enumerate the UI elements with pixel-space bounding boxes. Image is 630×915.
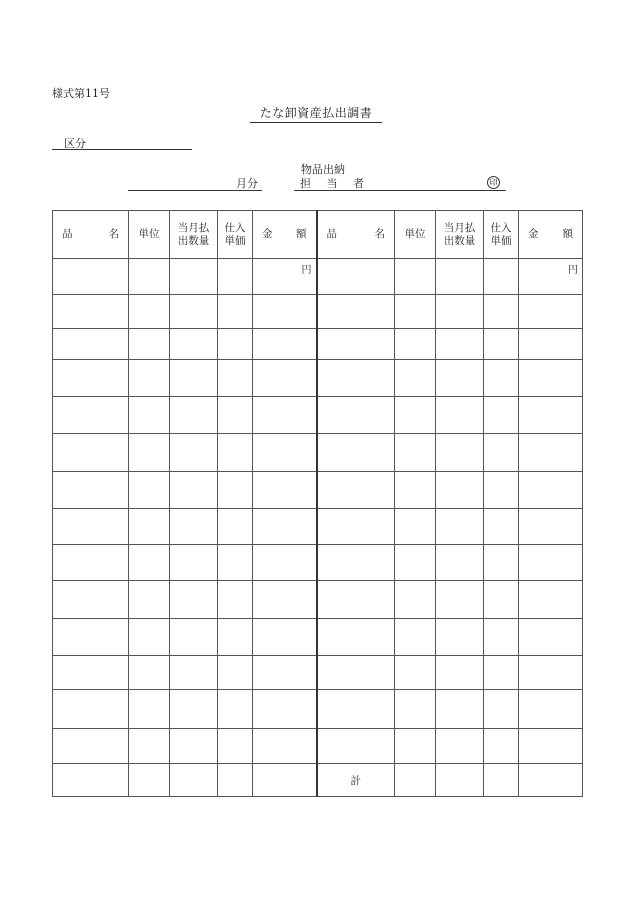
table-cell[interactable] bbox=[317, 360, 395, 397]
table-cell[interactable] bbox=[519, 295, 583, 329]
table-cell[interactable] bbox=[436, 295, 484, 329]
table-cell[interactable] bbox=[53, 329, 129, 360]
table-row bbox=[53, 472, 583, 509]
table-cell[interactable] bbox=[519, 764, 583, 797]
table-cell[interactable] bbox=[253, 509, 317, 545]
table-cell[interactable] bbox=[395, 656, 436, 690]
seal-mark: 印 bbox=[487, 176, 500, 189]
table-cell[interactable] bbox=[436, 764, 484, 797]
header-row bbox=[53, 211, 583, 259]
header-amount: 金 額 bbox=[253, 211, 317, 259]
table-cell[interactable] bbox=[129, 295, 170, 329]
month-label: 月分 bbox=[236, 177, 258, 190]
table-cell[interactable] bbox=[317, 259, 395, 295]
table-row bbox=[53, 329, 583, 360]
table-cell[interactable] bbox=[218, 729, 253, 764]
table-row bbox=[53, 259, 583, 295]
table-cell[interactable] bbox=[395, 545, 436, 581]
table-cell[interactable] bbox=[53, 581, 129, 619]
table-cell[interactable] bbox=[519, 619, 583, 656]
table-cell[interactable] bbox=[218, 764, 253, 797]
table-cell[interactable] bbox=[436, 259, 484, 295]
table-row bbox=[53, 509, 583, 545]
table-cell[interactable] bbox=[395, 729, 436, 764]
table-cell[interactable] bbox=[395, 259, 436, 295]
table-cell[interactable] bbox=[218, 259, 253, 295]
table-cell[interactable] bbox=[53, 509, 129, 545]
table-cell[interactable] bbox=[317, 729, 395, 764]
table-row bbox=[53, 581, 583, 619]
table-cell[interactable] bbox=[519, 329, 583, 360]
table-cell[interactable] bbox=[53, 619, 129, 656]
table-cell[interactable] bbox=[317, 329, 395, 360]
table-cell[interactable] bbox=[129, 472, 170, 509]
table-cell[interactable] bbox=[253, 397, 317, 434]
table-cell[interactable] bbox=[395, 360, 436, 397]
table-row bbox=[53, 764, 583, 797]
table-cell[interactable] bbox=[170, 295, 218, 329]
table-cell[interactable] bbox=[436, 545, 484, 581]
table-cell[interactable] bbox=[253, 690, 317, 729]
table-cell[interactable] bbox=[218, 619, 253, 656]
table-cell[interactable] bbox=[253, 581, 317, 619]
table-cell[interactable] bbox=[170, 360, 218, 397]
table-cell[interactable] bbox=[170, 472, 218, 509]
table-cell[interactable] bbox=[253, 295, 317, 329]
table-row bbox=[53, 295, 583, 329]
table-cell[interactable] bbox=[218, 472, 253, 509]
table-cell[interactable] bbox=[395, 764, 436, 797]
table-cell[interactable] bbox=[436, 619, 484, 656]
table-cell[interactable] bbox=[129, 656, 170, 690]
table-cell[interactable] bbox=[53, 472, 129, 509]
table-row bbox=[53, 619, 583, 656]
table-cell[interactable] bbox=[53, 656, 129, 690]
yen-unit-cell[interactable]: 円 bbox=[253, 259, 317, 295]
table-row bbox=[53, 360, 583, 397]
table-cell[interactable] bbox=[484, 434, 519, 472]
table-cell[interactable] bbox=[170, 329, 218, 360]
table-cell[interactable] bbox=[317, 509, 395, 545]
table-cell[interactable] bbox=[519, 360, 583, 397]
table-cell[interactable] bbox=[129, 434, 170, 472]
table-cell[interactable] bbox=[218, 329, 253, 360]
table-cell[interactable] bbox=[484, 397, 519, 434]
table-cell[interactable] bbox=[218, 690, 253, 729]
table-cell[interactable] bbox=[129, 690, 170, 729]
table-cell[interactable] bbox=[484, 472, 519, 509]
table-cell[interactable] bbox=[484, 581, 519, 619]
table-cell[interactable] bbox=[395, 397, 436, 434]
table-cell[interactable] bbox=[317, 690, 395, 729]
header-unit-price: 仕入 単価 bbox=[218, 211, 253, 259]
table-cell[interactable] bbox=[170, 656, 218, 690]
division-field bbox=[52, 135, 192, 150]
table-cell[interactable] bbox=[484, 656, 519, 690]
table-cell[interactable] bbox=[129, 619, 170, 656]
issuance-table bbox=[52, 210, 583, 797]
header-amount-2: 金 額 bbox=[519, 211, 583, 259]
table-cell[interactable] bbox=[484, 764, 519, 797]
table-cell[interactable] bbox=[218, 656, 253, 690]
table-cell[interactable] bbox=[253, 360, 317, 397]
table-cell[interactable] bbox=[317, 434, 395, 472]
table-cell[interactable] bbox=[170, 434, 218, 472]
table-cell[interactable] bbox=[129, 764, 170, 797]
table-cell[interactable] bbox=[53, 295, 129, 329]
table-cell[interactable] bbox=[253, 329, 317, 360]
person-in-charge-label: 担 当 者 bbox=[300, 177, 370, 190]
table-cell[interactable] bbox=[317, 472, 395, 509]
table-cell[interactable] bbox=[53, 729, 129, 764]
table-cell[interactable] bbox=[53, 690, 129, 729]
table-cell[interactable] bbox=[519, 545, 583, 581]
table-row bbox=[53, 656, 583, 690]
table-cell[interactable] bbox=[218, 397, 253, 434]
table-cell[interactable] bbox=[170, 259, 218, 295]
table-cell[interactable] bbox=[129, 545, 170, 581]
table-cell[interactable] bbox=[218, 509, 253, 545]
table-cell[interactable] bbox=[519, 472, 583, 509]
table-cell[interactable] bbox=[129, 581, 170, 619]
table-cell[interactable] bbox=[253, 764, 317, 797]
table-cell[interactable] bbox=[170, 729, 218, 764]
header-issued-qty-2: 当月払 出数量 bbox=[436, 211, 484, 259]
table-cell[interactable] bbox=[129, 509, 170, 545]
header-item-name: 品 名 bbox=[53, 211, 129, 259]
division-label: 区分 bbox=[64, 137, 86, 150]
table-cell[interactable] bbox=[253, 619, 317, 656]
table-cell[interactable] bbox=[395, 295, 436, 329]
form-number: 様式第11号 bbox=[52, 87, 110, 100]
table-cell[interactable] bbox=[519, 656, 583, 690]
table-cell[interactable] bbox=[53, 545, 129, 581]
header-unit-price-2: 仕入 単価 bbox=[484, 211, 519, 259]
table-cell[interactable] bbox=[53, 259, 129, 295]
table-cell[interactable] bbox=[395, 690, 436, 729]
table-cell[interactable] bbox=[317, 545, 395, 581]
table-cell[interactable] bbox=[170, 581, 218, 619]
table-cell[interactable] bbox=[170, 764, 218, 797]
table-cell[interactable] bbox=[395, 434, 436, 472]
table-cell[interactable] bbox=[53, 764, 129, 797]
table-cell[interactable] bbox=[53, 397, 129, 434]
yen-unit-cell[interactable]: 円 bbox=[519, 259, 583, 295]
table-cell[interactable] bbox=[436, 729, 484, 764]
table-cell[interactable] bbox=[484, 729, 519, 764]
table-cell[interactable] bbox=[395, 581, 436, 619]
table-row bbox=[53, 690, 583, 729]
table-cell[interactable] bbox=[129, 360, 170, 397]
header-unit: 単位 bbox=[129, 211, 170, 259]
table-cell[interactable] bbox=[53, 434, 129, 472]
table-cell[interactable] bbox=[129, 259, 170, 295]
table-cell[interactable] bbox=[218, 360, 253, 397]
table-cell[interactable] bbox=[484, 509, 519, 545]
header-unit-2: 単位 bbox=[395, 211, 436, 259]
table-cell[interactable] bbox=[253, 434, 317, 472]
table-cell[interactable] bbox=[317, 397, 395, 434]
table-cell[interactable] bbox=[519, 434, 583, 472]
table-cell[interactable] bbox=[484, 259, 519, 295]
table-cell[interactable] bbox=[519, 690, 583, 729]
table-cell[interactable] bbox=[129, 729, 170, 764]
table-cell[interactable] bbox=[436, 690, 484, 729]
table-cell[interactable] bbox=[436, 329, 484, 360]
table-row bbox=[53, 397, 583, 434]
header-issued-qty: 当月払 出数量 bbox=[170, 211, 218, 259]
table-row bbox=[53, 545, 583, 581]
table-cell[interactable] bbox=[170, 397, 218, 434]
person-in-charge-field bbox=[294, 175, 506, 191]
table-cell[interactable] bbox=[129, 329, 170, 360]
table-body bbox=[53, 259, 583, 797]
table-row bbox=[53, 434, 583, 472]
table-cell[interactable] bbox=[218, 295, 253, 329]
table-cell[interactable] bbox=[317, 619, 395, 656]
table-cell[interactable] bbox=[519, 729, 583, 764]
table-cell[interactable] bbox=[484, 329, 519, 360]
table-cell[interactable] bbox=[53, 360, 129, 397]
document-title: たな卸資産払出調書 bbox=[250, 104, 382, 123]
table-cell[interactable] bbox=[170, 690, 218, 729]
table-cell[interactable] bbox=[519, 397, 583, 434]
table-cell[interactable] bbox=[253, 472, 317, 509]
table-cell[interactable] bbox=[395, 329, 436, 360]
table-cell[interactable] bbox=[170, 619, 218, 656]
table-row bbox=[53, 729, 583, 764]
table-cell[interactable] bbox=[218, 434, 253, 472]
table-cell[interactable] bbox=[436, 581, 484, 619]
header-item-name-2: 品 名 bbox=[317, 211, 395, 259]
table-cell[interactable] bbox=[436, 397, 484, 434]
table-cell[interactable] bbox=[519, 509, 583, 545]
table-cell[interactable] bbox=[317, 295, 395, 329]
table-cell[interactable] bbox=[170, 509, 218, 545]
table-cell[interactable] bbox=[484, 295, 519, 329]
department-label: 物品出納 bbox=[301, 163, 345, 176]
table-cell[interactable] bbox=[253, 656, 317, 690]
table-cell[interactable] bbox=[436, 434, 484, 472]
table-cell[interactable] bbox=[129, 397, 170, 434]
table-cell[interactable] bbox=[436, 360, 484, 397]
month-field bbox=[128, 175, 262, 191]
total-label: 計 bbox=[317, 764, 395, 797]
table-cell[interactable] bbox=[253, 729, 317, 764]
table-cell[interactable] bbox=[395, 619, 436, 656]
table-cell[interactable] bbox=[395, 509, 436, 545]
table-cell[interactable] bbox=[484, 360, 519, 397]
table-cell[interactable] bbox=[436, 472, 484, 509]
table-cell[interactable] bbox=[218, 545, 253, 581]
table-cell[interactable] bbox=[317, 656, 395, 690]
table-cell[interactable] bbox=[317, 581, 395, 619]
table-cell[interactable] bbox=[395, 472, 436, 509]
table-cell[interactable] bbox=[484, 545, 519, 581]
table-cell[interactable] bbox=[253, 545, 317, 581]
table-cell[interactable] bbox=[218, 581, 253, 619]
table-cell[interactable] bbox=[436, 656, 484, 690]
table-cell[interactable] bbox=[170, 545, 218, 581]
table-cell[interactable] bbox=[519, 581, 583, 619]
table-cell[interactable] bbox=[436, 509, 484, 545]
table-cell[interactable] bbox=[484, 690, 519, 729]
table-cell[interactable] bbox=[484, 619, 519, 656]
